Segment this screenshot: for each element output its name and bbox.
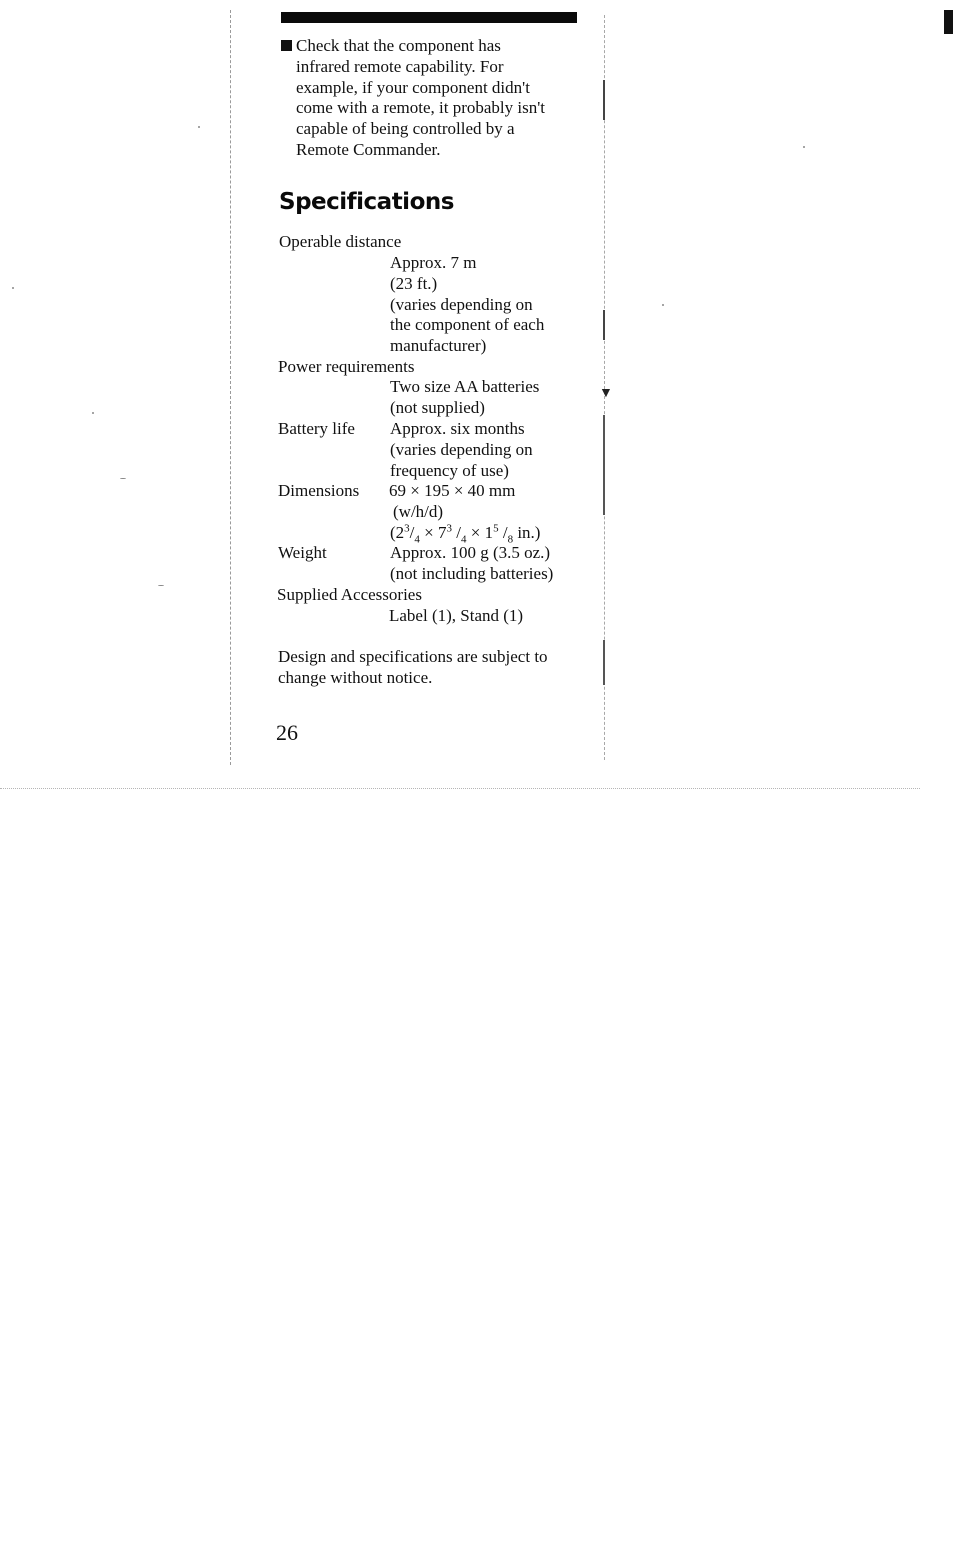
dimension-unit: in.): [517, 523, 541, 542]
frac-h-whole: 7: [438, 523, 447, 542]
right-guide-segment: [603, 310, 605, 340]
spec-value-battery: Approx. six months (varies depending on frequency of use): [390, 419, 533, 480]
spec-label-battery: Battery life: [278, 419, 355, 438]
spec-label-dimensions: Dimensions: [278, 481, 360, 500]
scan-speck: [662, 304, 664, 306]
section-heading: Specifications: [279, 189, 454, 215]
spec-label-weight: Weight: [278, 543, 327, 562]
scan-speck: [803, 146, 805, 148]
guide-arrow-icon: ▼: [599, 386, 613, 401]
section-tab-mark: [944, 10, 953, 34]
spec-value-weight: Approx. 100 g (3.5 oz.) (not including batteries): [390, 543, 554, 583]
spec-label-power: Power requirements: [278, 357, 415, 376]
square-bullet-icon: [281, 40, 292, 51]
right-guide-segment: [603, 640, 605, 685]
left-crop-guide: [230, 10, 232, 765]
frac-d-num: 5: [493, 522, 499, 535]
spec-value-dimensions-metric: 69 × 195 × 40 mm: [389, 481, 516, 500]
frac-d-whole: 1: [484, 523, 494, 542]
spec-value-operable-distance: Approx. 7 m (23 ft.) (varies depending on the component of each manufacturer): [390, 253, 545, 356]
page-number: 26: [276, 720, 298, 745]
scan-speck: [198, 126, 200, 128]
frac-h-den: 4: [460, 533, 467, 546]
right-guide-segment: [603, 80, 605, 120]
bullet-text: Check that the component has infrared remote capability. For example, if your component didn't come with a remote, it probably isn't capable of being controlled by a Remote Commander.: [296, 36, 546, 159]
frac-d-den: 8: [507, 533, 514, 546]
scan-speck: [120, 478, 126, 479]
frac-w-whole: 2: [395, 523, 405, 542]
spec-value-accessories: Label (1), Stand (1): [389, 606, 524, 625]
bottom-crop-guide: [0, 788, 920, 789]
frac-h-num: 3: [446, 522, 452, 535]
scan-speck: [158, 585, 164, 586]
change-notice: Design and specifications are subject to change without notice.: [278, 647, 548, 687]
scan-speck: [12, 287, 14, 289]
spec-value-dimensions-imperial: ($2^3/_4 \times 7^3$ $/_4 \times 1^5$ $/_8$ in.): [390, 522, 541, 546]
spec-label-accessories: Supplied Accessories: [277, 585, 422, 604]
spec-label-operable-distance: Operable distance: [279, 232, 402, 251]
scan-speck: [92, 412, 94, 414]
top-rule-bar: [281, 12, 577, 23]
right-guide-segment: [603, 415, 605, 515]
frac-w-den: 4: [414, 533, 420, 546]
spec-value-power: Two size AA batteries (not supplied): [390, 377, 540, 417]
frac-w-num: 3: [404, 522, 410, 535]
spec-value-dimensions-order: (w/h/d): [393, 502, 444, 521]
